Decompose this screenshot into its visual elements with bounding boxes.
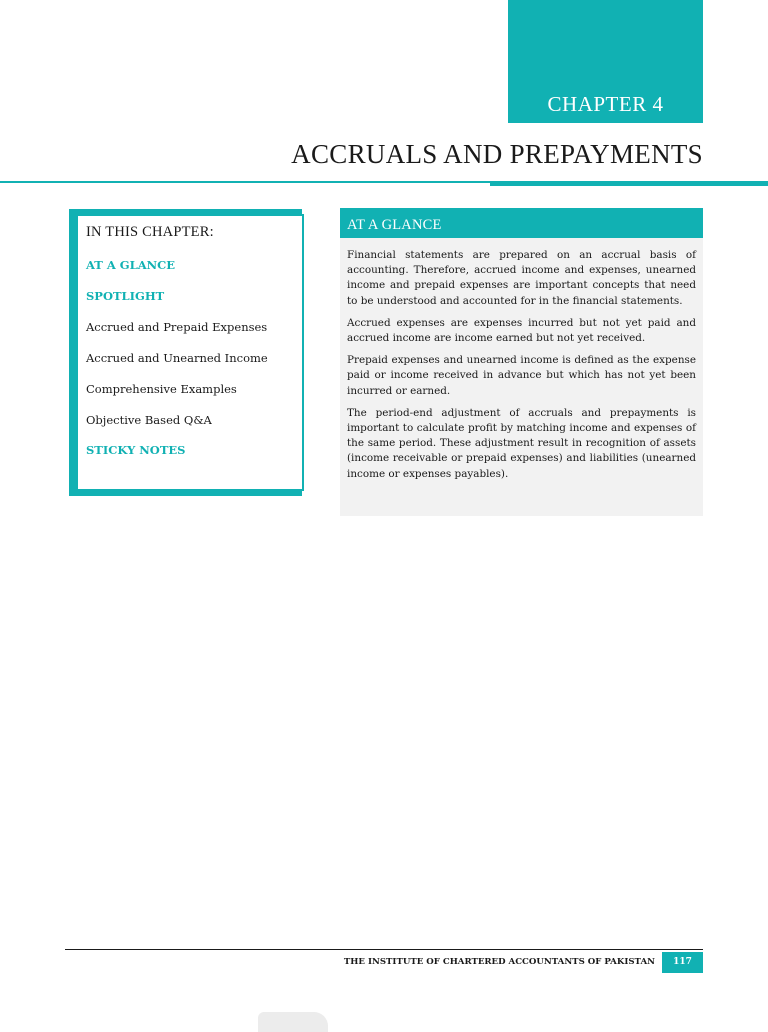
chapter-label: CHAPTER 4	[547, 92, 664, 116]
page-number: 117	[662, 952, 703, 973]
glance-paragraph: Financial statements are prepared on an accrual basis of accounting. Therefore, accrued income and expenses, unearned income and prepaid expenses are important concepts that need to be understood and accounted for in the financial statements.	[347, 249, 696, 307]
toc-item-accrued-prepaid-expenses[interactable]: Accrued and Prepaid Expenses	[86, 320, 268, 334]
chapter-banner	[508, 0, 703, 123]
in-this-chapter-box	[76, 214, 304, 491]
chapter-title: ACCRUALS AND PREPAYMENTS	[291, 139, 703, 169]
toc-heading: IN THIS CHAPTER:	[86, 224, 214, 240]
footer-institute: THE INSTITUTE OF CHARTERED ACCOUNTANTS OF PAKISTAN	[343, 957, 655, 967]
toc-item-objective-qa[interactable]: Objective Based Q&A	[86, 413, 212, 427]
glance-paragraph: Prepaid expenses and unearned income is defined as the expense paid or income received in advance but which has not yet been incurred or earned.	[347, 354, 696, 397]
toc-item-comprehensive-examples[interactable]: Comprehensive Examples	[86, 382, 237, 396]
toc-item-accrued-unearned-income[interactable]: Accrued and Unearned Income	[86, 351, 268, 365]
at-a-glance-heading: AT A GLANCE	[347, 217, 442, 233]
at-a-glance-header	[340, 208, 703, 238]
toc-item-sticky-notes[interactable]: STICKY NOTES	[86, 443, 186, 457]
at-a-glance-body	[347, 248, 696, 489]
toc-item-spotlight[interactable]: SPOTLIGHT	[86, 289, 165, 303]
glance-paragraph: The period-end adjustment of accruals and prepayments is important to calculate profit by matching income and expenses of the same period. These adjustment result in recognition of assets (income receivable or prepaid expenses) and liabilities (unearned income or expenses payables).	[347, 406, 696, 480]
glance-paragraph: Accrued expenses are expenses incurred but not yet paid and accrued income are income earned but not yet received.	[347, 316, 696, 345]
header-divider-accent	[490, 181, 768, 186]
footer-divider	[65, 949, 703, 950]
at-a-glance-panel	[340, 208, 703, 516]
watermark-shape	[258, 1012, 328, 1032]
toc-item-at-a-glance[interactable]: AT A GLANCE	[86, 258, 176, 272]
